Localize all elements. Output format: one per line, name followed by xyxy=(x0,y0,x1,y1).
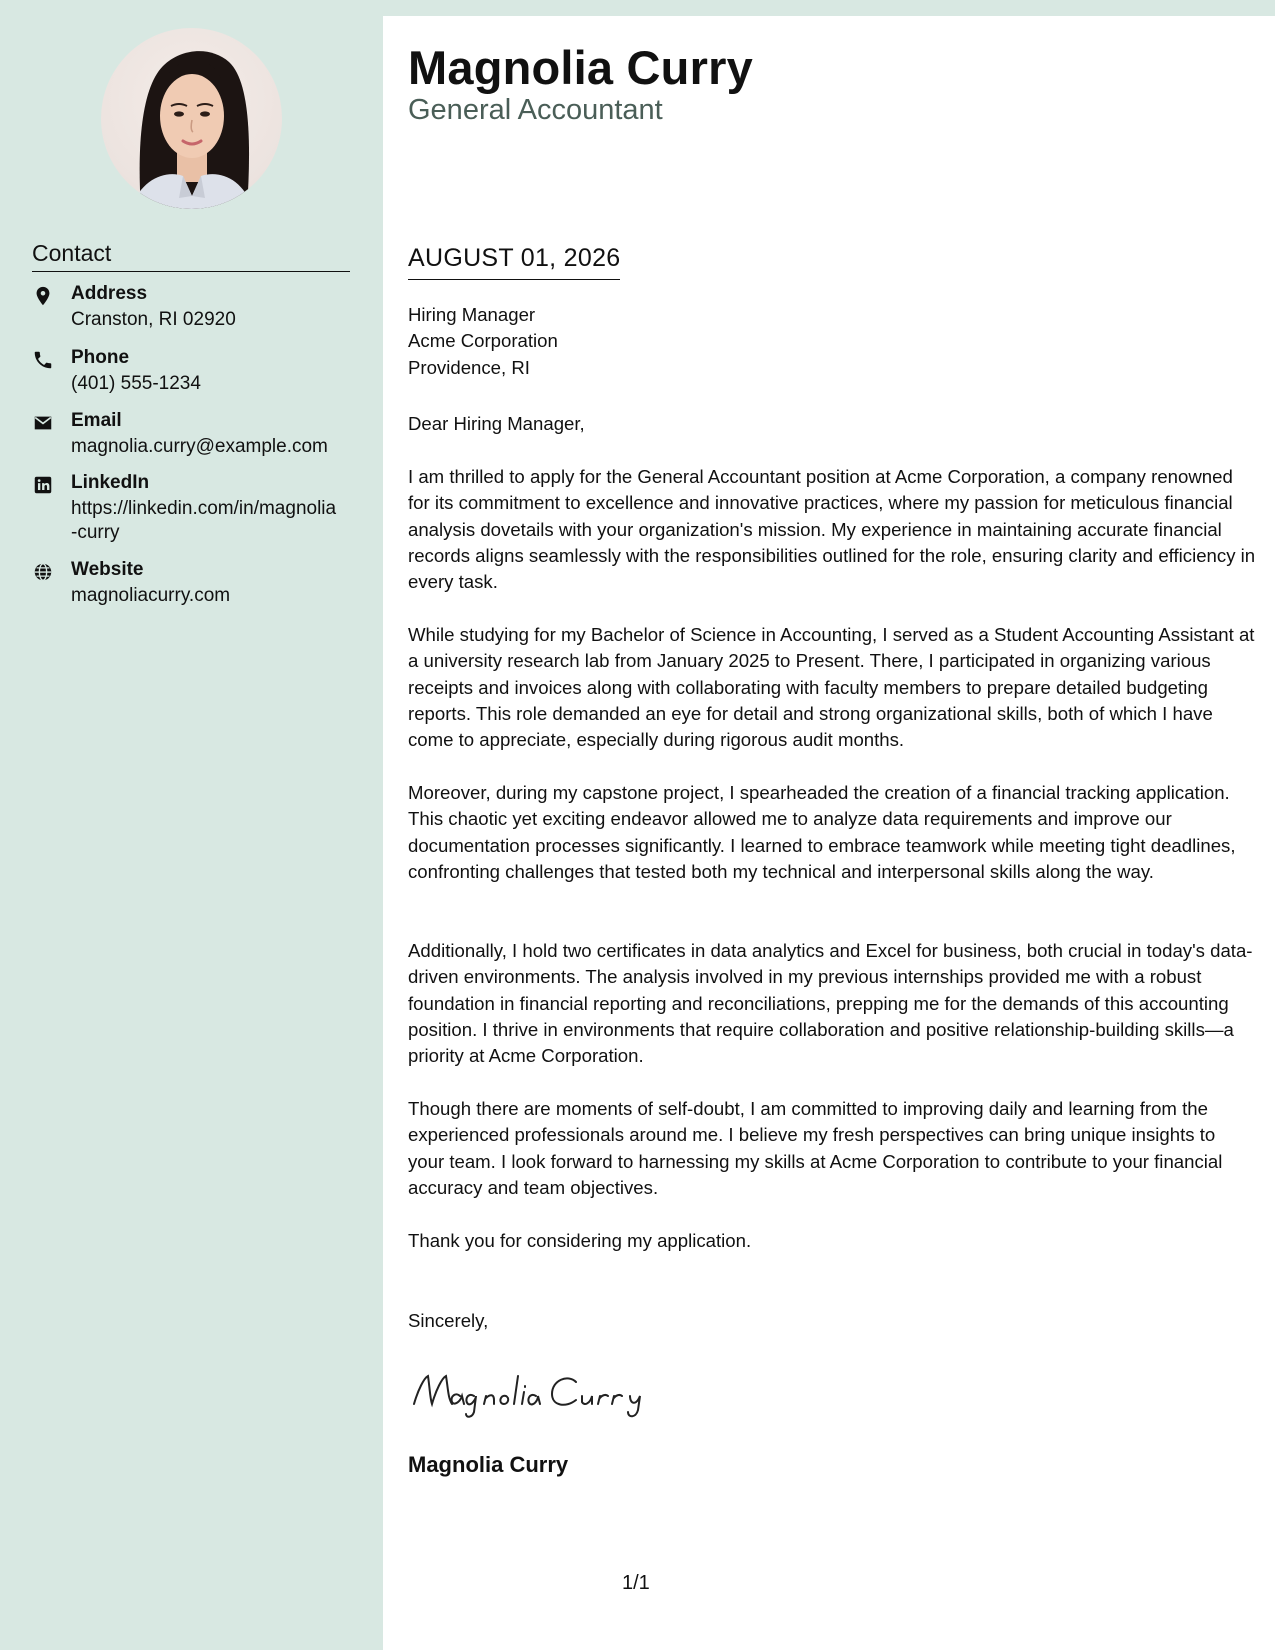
paragraph-text: Though there are moments of self-doubt, I am committed to improving daily and learning from the experienced professionals around me. I believe my fresh perspectives can bring unique insights to your team. I look forward to harnessing my skills at Acme Corporation to contribute to your financial accuracy and team objectives. xyxy=(408,1098,1223,1198)
paragraph-text: Additionally, I hold two certificates in data analytics and Excel for business, both crucial in today's data-driven environments. The analysis involved in my previous internships provided me with a robust foundation in financial reporting and reconciliations, prepping me for the demands of this accounting position. I thrive in environments that require collaboration and positive relationship-building skills—a priority at Acme Corporation. xyxy=(408,940,1253,1067)
letter-date: AUGUST 01, 2026 xyxy=(408,244,620,280)
phone-icon xyxy=(32,349,54,371)
contact-value: (401) 555-1234 xyxy=(71,373,201,394)
body-paragraph xyxy=(408,1228,1256,1254)
body-paragraph xyxy=(408,938,1256,1069)
body-paragraph xyxy=(408,780,1256,885)
contact-label: Address xyxy=(71,283,148,304)
linkedin-url-line1: https://linkedin.com/in/magnolia xyxy=(71,498,337,519)
envelope-icon xyxy=(32,412,54,434)
contact-value: Cranston, RI 02920 xyxy=(71,309,236,330)
website-link[interactable]: magnoliacurry.com xyxy=(71,585,231,606)
closing: Sincerely, xyxy=(408,1310,489,1331)
recipient-line: Providence, RI xyxy=(408,356,530,378)
paragraph-text: Thank you for considering my application. xyxy=(408,1230,752,1251)
sidebar xyxy=(0,0,383,1650)
page-number: 1/1 xyxy=(622,1572,650,1594)
applicant-name: Magnolia Curry xyxy=(408,41,753,94)
paragraph-text: While studying for my Bachelor of Science in Accounting, I served as a Student Accounting Assistant at a university research lab from January 2025 to Present. There, I participated in organizing various receipts and invoices along with collaborating with faculty members to prepare detailed budgeting reports. This role demanded an eye for detail and strong organizational skills, both of which I have come to appreciate, especially during rigorous audit months. xyxy=(408,624,1255,751)
signed-name: Magnolia Curry xyxy=(408,1452,569,1477)
linkedin-link[interactable] xyxy=(71,497,361,545)
recipient-line: Acme Corporation xyxy=(408,330,558,352)
email-link[interactable]: magnolia.curry@example.com xyxy=(71,436,328,457)
body-paragraph xyxy=(408,622,1256,753)
map-pin-icon xyxy=(32,285,54,307)
contact-heading: Contact xyxy=(32,240,350,272)
globe-icon xyxy=(32,561,54,583)
recipient-block xyxy=(408,302,1256,381)
paragraph-text: I am thrilled to apply for the General Accountant position at Acme Corporation, a company renowned for its commitment to excellence and innovative practices, where my passion for meticulous financial analysis dovetails with your organization's mission. My experience in maintaining accurate financial records aligns seamlessly with the responsibilities outlined for the role, ensuring clarity and efficiency in every task. xyxy=(408,466,1256,593)
contact-label: Email xyxy=(71,410,122,431)
body-paragraph xyxy=(408,464,1256,595)
profile-photo xyxy=(101,28,282,209)
linkedin-icon xyxy=(32,474,54,496)
linkedin-url-line2: -curry xyxy=(71,522,120,543)
contact-label: Phone xyxy=(71,347,130,368)
paragraph-text: Moreover, during my capstone project, I spearheaded the creation of a financial tracking application. This chaotic yet exciting endeavor allowed me to analyze data requirements and improve our documentation processes significantly. I learned to embrace teamwork while meeting tight deadlines, confronting challenges that tested both my technical and interpersonal skills along the way. xyxy=(408,782,1236,882)
salutation: Dear Hiring Manager, xyxy=(408,413,585,434)
recipient-line: Hiring Manager xyxy=(408,304,536,325)
body-paragraph xyxy=(408,1096,1256,1201)
contact-label: Website xyxy=(71,559,144,580)
contact-label: LinkedIn xyxy=(71,472,150,493)
handwritten-signature xyxy=(408,1360,668,1420)
job-title: General Accountant xyxy=(408,94,663,126)
